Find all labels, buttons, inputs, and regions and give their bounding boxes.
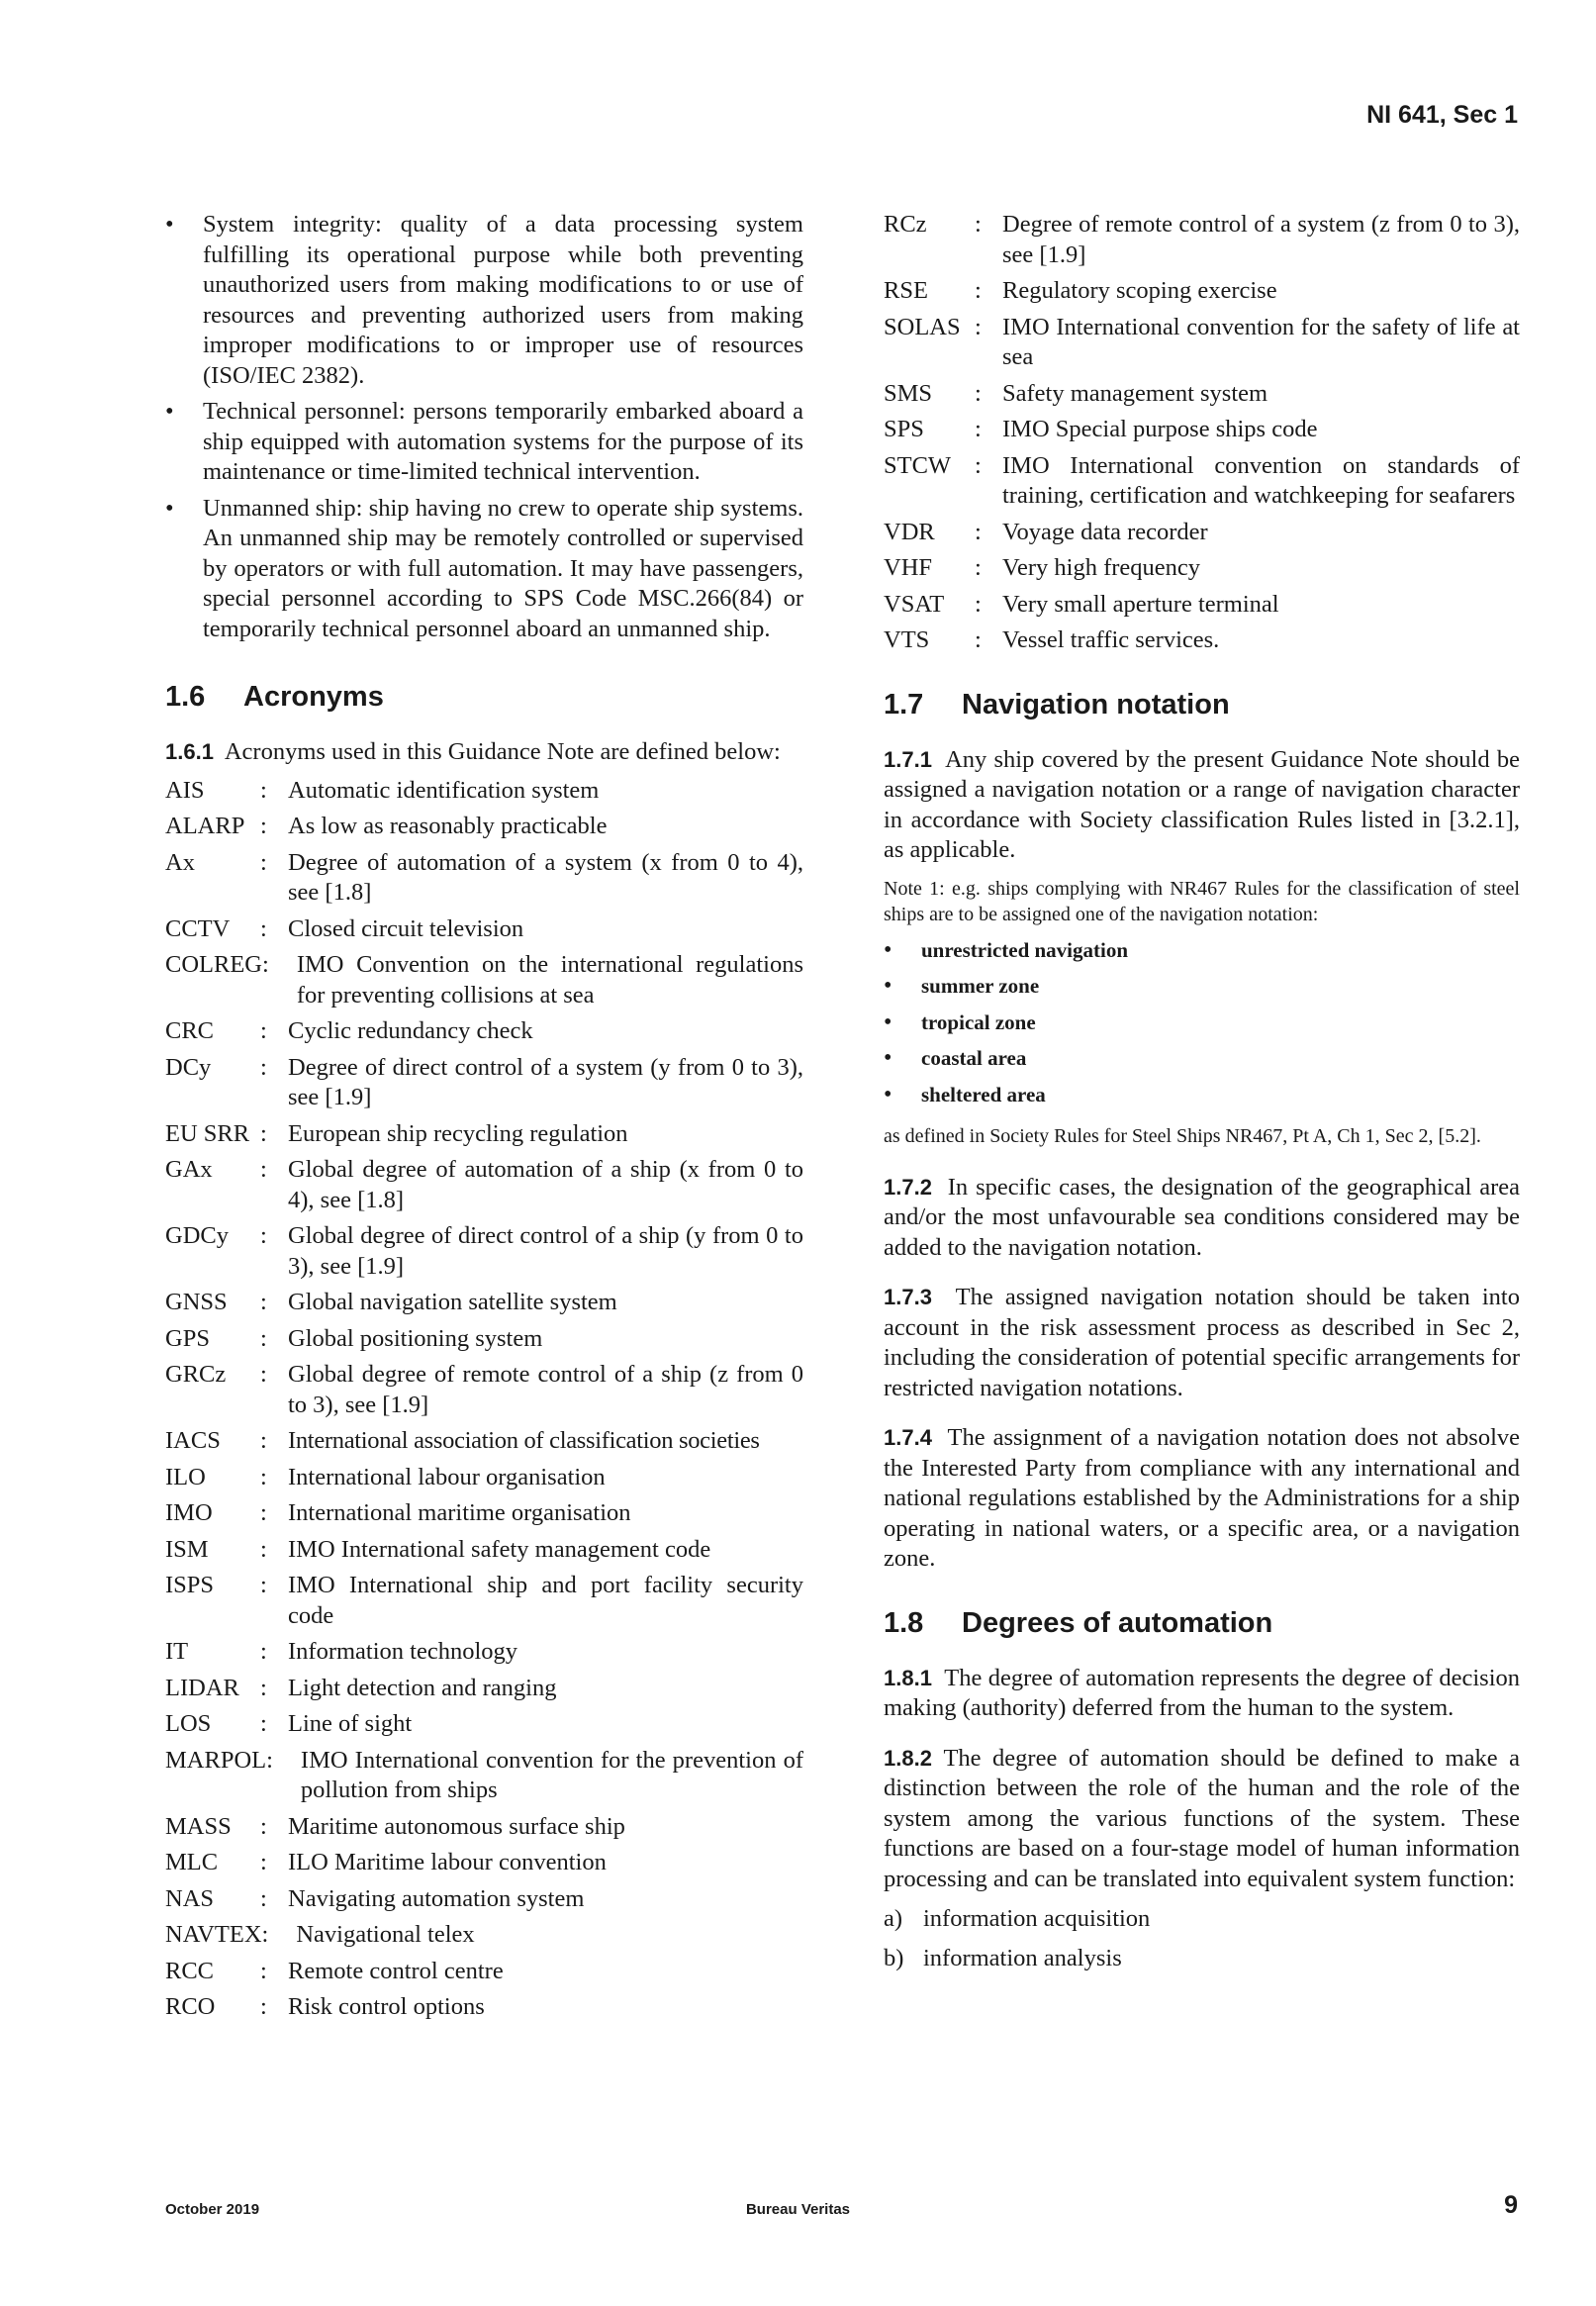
acronym-abbreviation: MARPOL: <box>165 1746 273 1774</box>
acronym-row <box>165 776 803 807</box>
item-letter: b) <box>884 1944 904 1971</box>
acronym-abbreviation: RCO <box>165 1993 216 2020</box>
paragraph-1-6-1 <box>165 737 803 768</box>
acronym-definition: Degree of remote control of a system (z from 0 to 3), see [1.9] <box>1002 211 1520 268</box>
acronym-row <box>884 590 1520 621</box>
footer-publisher: Bureau Veritas <box>745 2201 851 2218</box>
paragraph-number: 1.8.1 <box>884 1665 932 1690</box>
acronym-row <box>165 1016 803 1047</box>
acronym-row <box>165 950 803 1010</box>
acronym-row <box>165 1155 803 1215</box>
acronym-separator: : <box>260 1884 267 1912</box>
section-heading-1-6 <box>165 680 803 714</box>
footer-date: October 2019 <box>165 2201 260 2218</box>
function-item <box>884 1944 1520 1974</box>
acronym-separator: : <box>260 1361 267 1388</box>
acronym-abbreviation: ISPS <box>165 1572 215 1598</box>
acronym-separator: : <box>975 277 982 304</box>
acronym-definition: Global positioning system <box>288 1324 543 1352</box>
acronym-separator: : <box>260 1289 267 1315</box>
paragraph-number: 1.8.2 <box>884 1745 932 1771</box>
acronym-separator: : <box>975 379 982 407</box>
acronym-separator: : <box>975 211 982 238</box>
acronym-definition: Vessel traffic services. <box>1002 626 1220 653</box>
acronym-separator: : <box>260 1324 267 1352</box>
acronym-definition: Very small aperture terminal <box>1002 590 1279 618</box>
acronym-definition: International labour organisation <box>288 1463 606 1490</box>
acronym-definition: International association of classification societies <box>288 1427 760 1454</box>
acronym-abbreviation: COLREG: <box>165 951 269 978</box>
acronym-separator: : <box>260 1119 267 1147</box>
acronym-definition: European ship recycling regulation <box>288 1119 628 1147</box>
acronym-row <box>165 1884 803 1915</box>
paragraph-text: The assignment of a navigation notation does not absolve the Interested Party from compliance with any international and national regulations established by the Administrations for a ship operating in national waters, or a specific area, or a navigation zone. <box>884 1424 1520 1572</box>
acronym-row <box>165 1957 803 1987</box>
acronym-row <box>884 518 1520 548</box>
acronym-definition: IMO International ship and port facility security code <box>288 1572 803 1629</box>
acronym-separator: : <box>975 590 982 618</box>
acronym-abbreviation: ILO <box>165 1463 206 1490</box>
acronym-row <box>165 1360 803 1420</box>
acronym-abbreviation: ISM <box>165 1535 209 1563</box>
section-heading-1-8 <box>884 1606 1520 1640</box>
acronym-row <box>165 1426 803 1457</box>
acronym-separator <box>269 950 297 1010</box>
acronym-abbreviation: DCy <box>165 1053 212 1081</box>
acronym-definition: Global degree of direct control of a ship (y from 0 to 3), see [1.9] <box>288 1222 803 1280</box>
acronym-abbreviation: CCTV <box>165 914 231 942</box>
notation-item: • unrestricted navigation <box>884 937 1520 963</box>
note-1: Note 1: e.g. ships complying with NR467 Rules for the classification of steel ships are to be assigned one of the navigation notation: <box>884 877 1520 925</box>
acronym-abbreviation: VTS <box>884 626 930 653</box>
acronym-row <box>165 1637 803 1668</box>
acronym-definition: IMO International safety management code <box>288 1535 711 1563</box>
acronym-abbreviation: MLC <box>165 1849 219 1875</box>
acronym-row <box>884 210 1520 270</box>
function-list <box>884 1904 1520 1973</box>
acronym-definition: Cyclic redundancy check <box>288 1017 533 1044</box>
acronym-list-left <box>165 776 803 2023</box>
acronym-row <box>884 553 1520 584</box>
definition-item: • Unmanned ship: ship having no crew to operate ship systems. An unmanned ship may be remotely controlled or supervised by operators or with full automation. It may have passengers, special personnel according to SPS Code MSC.266(84) or temporarily technical personnel aboard an unmanned ship. <box>165 494 803 645</box>
acronym-definition: Global navigation satellite system <box>288 1289 617 1315</box>
acronym-separator: : <box>260 1674 267 1701</box>
acronym-abbreviation: VHF <box>884 554 933 581</box>
acronym-row <box>884 415 1520 445</box>
acronym-definition: Voyage data recorder <box>1002 518 1208 545</box>
paragraph-1-7-4 <box>884 1423 1520 1575</box>
acronym-definition: ILO Maritime labour convention <box>288 1849 607 1875</box>
acronym-row <box>165 1324 803 1355</box>
paragraph-number: 1.7.3 <box>884 1285 932 1309</box>
section-title: Navigation notation <box>962 688 1230 721</box>
acronym-separator: : <box>260 1535 267 1563</box>
acronym-separator: : <box>260 776 267 804</box>
acronym-abbreviation: GRCz <box>165 1361 227 1388</box>
acronym-separator: : <box>260 1463 267 1490</box>
acronym-separator: : <box>975 313 982 340</box>
acronym-definition: IMO International convention on standards of training, certification and watchkeeping for seafarers <box>1002 451 1520 509</box>
paragraph-1-7-2 <box>884 1173 1520 1264</box>
paragraph-1-7-3 <box>884 1283 1520 1403</box>
acronym-definition: Degree of automation of a system (x from 0 to 4), see [1.8] <box>288 848 803 906</box>
acronym-row <box>165 1920 803 1951</box>
acronym-separator: : <box>260 848 267 876</box>
acronym-abbreviation: RCz <box>884 211 927 238</box>
paragraph-text: The assigned navigation notation should be taken into account in the risk assessment process as described in Sec 2, including the consideration of potential specific arrangements for restricted navigation notations. <box>884 1284 1520 1401</box>
acronym-definition: Global degree of automation of a ship (x from 0 to 4), see [1.8] <box>288 1156 803 1213</box>
acronym-definition: Navigational telex <box>296 1921 475 1948</box>
paragraph-text: Any ship covered by the present Guidance Note should be assigned a navigation notation or a range of navigation character in accordance with Society classification Rules listed in [3.2.1], as applicable. <box>884 745 1520 863</box>
acronym-abbreviation: RCC <box>165 1957 215 1984</box>
acronym-separator: : <box>975 554 982 581</box>
paragraph-number: 1.7.1 <box>884 746 932 772</box>
acronym-separator: : <box>975 416 982 442</box>
acronym-abbreviation: EU SRR <box>165 1119 250 1147</box>
acronym-separator: : <box>260 914 267 942</box>
notation-item: • sheltered area <box>884 1082 1520 1107</box>
paragraph-text: Acronyms used in this Guidance Note are defined below: <box>224 738 781 765</box>
acronym-row <box>165 914 803 945</box>
acronym-abbreviation: Ax <box>165 848 195 876</box>
acronym-separator: : <box>975 451 982 479</box>
paragraph-number: 1.7.2 <box>884 1174 932 1200</box>
acronym-row <box>165 1992 803 2023</box>
acronym-row <box>165 812 803 842</box>
function-item <box>884 1904 1520 1935</box>
acronym-separator: : <box>260 1017 267 1044</box>
acronym-abbreviation: NAVTEX: <box>165 1921 269 1948</box>
acronym-separator: : <box>975 518 982 545</box>
acronym-definition: Automatic identification system <box>288 776 600 804</box>
acronym-row <box>165 848 803 909</box>
acronym-separator: : <box>260 1499 267 1526</box>
acronym-abbreviation: SOLAS <box>884 313 961 340</box>
acronym-definition: Remote control centre <box>288 1957 504 1984</box>
acronym-row <box>165 1709 803 1740</box>
paragraph-text: In specific cases, the designation of the geographical area and/or the most unfavourable sea conditions considered may be added to the navigation notation. <box>884 1173 1520 1261</box>
acronym-definition: IMO International convention for the safety of life at sea <box>1002 313 1520 370</box>
acronym-abbreviation: GPS <box>165 1324 210 1352</box>
document-reference: NI 641, Sec 1 <box>1366 101 1518 129</box>
definition-item: • Technical personnel: persons temporarily embarked aboard a ship equipped with automation systems for the purpose of its maintenance or time-limited technical intervention. <box>165 397 803 488</box>
acronym-definition: International maritime organisation <box>288 1499 631 1526</box>
section-heading-1-7 <box>884 688 1520 721</box>
page-number: 9 <box>1504 2191 1518 2219</box>
note-reference: as defined in Society Rules for Steel Ships NR467, Pt A, Ch 1, Sec 2, [5.2]. <box>884 1124 1481 1147</box>
acronym-abbreviation: LOS <box>165 1710 212 1737</box>
acronym-definition: IMO Convention on the international regulations for preventing collisions at sea <box>296 951 803 1009</box>
acronym-definition: Closed circuit television <box>288 914 524 942</box>
acronym-abbreviation: NAS <box>165 1884 215 1912</box>
acronym-definition: Information technology <box>288 1638 518 1665</box>
acronym-separator: : <box>260 1572 267 1598</box>
acronym-separator: : <box>975 626 982 653</box>
acronym-abbreviation: IACS <box>165 1427 221 1454</box>
acronym-row <box>165 1674 803 1704</box>
acronym-row <box>165 1535 803 1566</box>
acronym-abbreviation: SPS <box>884 416 924 442</box>
acronym-abbreviation: CRC <box>165 1017 215 1044</box>
notation-item: • summer zone <box>884 973 1520 999</box>
acronym-row <box>884 451 1520 512</box>
right-column <box>884 210 1520 1982</box>
acronym-row <box>884 313 1520 373</box>
acronym-abbreviation: AIS <box>165 776 205 804</box>
acronym-abbreviation: GAx <box>165 1156 213 1183</box>
item-text: information analysis <box>923 1944 1122 1971</box>
acronym-separator <box>273 1746 301 1806</box>
acronym-separator: : <box>260 1156 267 1183</box>
paragraph-text: The degree of automation should be defined to make a distinction between the role of the human and the role of the system among the various functions of the system. These functions are based on a four-stage model of human information processing and can be translated into equivalent system function: <box>884 1744 1520 1892</box>
acronym-separator: : <box>260 1812 267 1840</box>
paragraph-text: The degree of automation represents the degree of decision making (authority) deferred from the human to the system. <box>884 1664 1520 1721</box>
acronym-separator: : <box>260 1957 267 1984</box>
acronym-definition: Global degree of remote control of a ship (z from 0 to 3), see [1.9] <box>288 1361 803 1418</box>
acronym-row <box>884 276 1520 307</box>
item-text: information acquisition <box>923 1905 1151 1932</box>
acronym-row <box>165 1221 803 1282</box>
section-number: 1.7 <box>884 688 924 721</box>
section-title: Acronyms <box>243 681 384 713</box>
acronym-definition: IMO Special purpose ships code <box>1002 416 1318 442</box>
paragraph-1-8-2 <box>884 1744 1520 1895</box>
acronym-separator: : <box>260 1053 267 1081</box>
acronym-definition: Very high frequency <box>1002 554 1201 581</box>
acronym-abbreviation: IMO <box>165 1499 213 1526</box>
left-column <box>165 210 803 2029</box>
acronym-definition: Maritime autonomous surface ship <box>288 1812 625 1840</box>
navigation-notation-list <box>884 937 1520 1107</box>
acronym-abbreviation: VDR <box>884 518 935 545</box>
acronym-definition: As low as reasonably practicable <box>288 813 608 839</box>
acronym-row <box>165 1498 803 1529</box>
acronym-row <box>165 1288 803 1318</box>
acronym-definition: Navigating automation system <box>288 1884 585 1912</box>
definitions-list <box>165 210 803 644</box>
acronym-definition: Risk control options <box>288 1993 485 2020</box>
acronym-row <box>165 1463 803 1493</box>
paragraph-1-7-1 <box>884 745 1520 866</box>
acronym-row <box>884 379 1520 410</box>
acronym-separator: : <box>260 1993 267 2020</box>
acronym-definition: Safety management system <box>1002 379 1268 407</box>
acronym-definition: Degree of direct control of a system (y from 0 to 3), see [1.9] <box>288 1053 803 1110</box>
acronym-row <box>165 1812 803 1843</box>
acronym-separator: : <box>260 1710 267 1737</box>
acronym-abbreviation: RSE <box>884 277 928 304</box>
acronym-abbreviation: LIDAR <box>165 1674 239 1701</box>
acronym-list-right <box>884 210 1520 656</box>
acronym-definition: Regulatory scoping exercise <box>1002 277 1277 304</box>
acronym-abbreviation: GNSS <box>165 1289 228 1315</box>
definition-item: • System integrity: quality of a data processing system fulfilling its operational purpose while both preventing unauthorized users from making modifications to or use of resources and preventing authorized users from making improper modifications to or improper use of resources (ISO/IEC 2382). <box>165 210 803 391</box>
acronym-definition: IMO International convention for the prevention of pollution from ships <box>300 1746 803 1803</box>
acronym-abbreviation: ALARP <box>165 813 245 839</box>
acronym-separator: : <box>260 1638 267 1665</box>
acronym-row <box>165 1848 803 1878</box>
paragraph-number: 1.6.1 <box>165 739 214 764</box>
acronym-row <box>165 1053 803 1113</box>
acronym-row <box>165 1119 803 1150</box>
acronym-separator <box>268 1920 296 1951</box>
section-number: 1.8 <box>884 1606 924 1639</box>
acronym-abbreviation: SMS <box>884 379 933 407</box>
acronym-separator: : <box>260 1222 267 1249</box>
acronym-row <box>165 1571 803 1631</box>
acronym-row <box>884 625 1520 656</box>
acronym-definition: Light detection and ranging <box>288 1674 557 1701</box>
notation-item: • coastal area <box>884 1045 1520 1071</box>
paragraph-1-8-1 <box>884 1664 1520 1724</box>
paragraph-number: 1.7.4 <box>884 1425 932 1450</box>
section-title: Degrees of automation <box>962 1606 1273 1639</box>
acronym-abbreviation: IT <box>165 1638 189 1665</box>
acronym-separator: : <box>260 1849 267 1875</box>
acronym-row <box>165 1746 803 1806</box>
acronym-definition: Line of sight <box>288 1710 413 1737</box>
acronym-abbreviation: STCW <box>884 451 952 479</box>
acronym-separator: : <box>260 1427 267 1454</box>
section-number: 1.6 <box>165 681 206 713</box>
item-letter: a) <box>884 1905 903 1932</box>
acronym-abbreviation: MASS <box>165 1812 232 1840</box>
acronym-separator: : <box>260 813 267 839</box>
acronym-abbreviation: VSAT <box>884 590 945 618</box>
acronym-abbreviation: GDCy <box>165 1222 229 1249</box>
notation-item: • tropical zone <box>884 1009 1520 1035</box>
